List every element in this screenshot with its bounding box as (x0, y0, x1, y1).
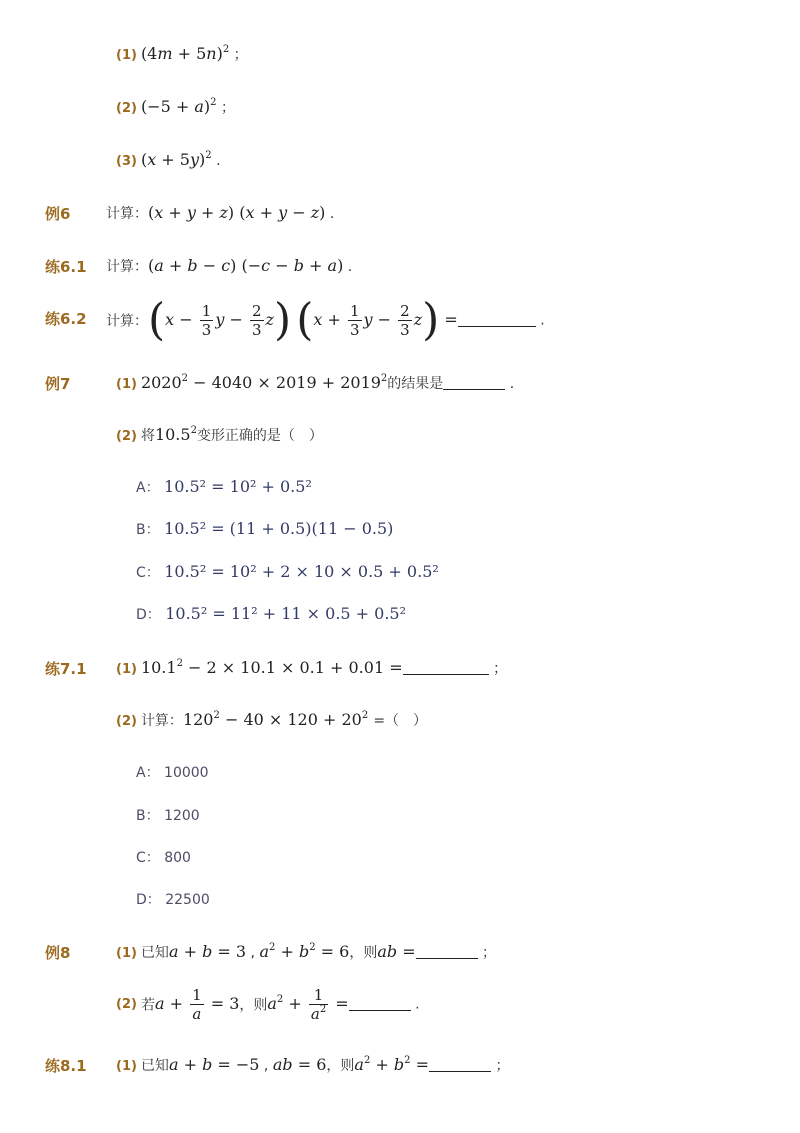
word-paren: =（ ） (373, 713, 428, 729)
item-number: (2) (116, 429, 137, 444)
problem-text: (1) $10.1^2 - 2 \times 10.1 \times 0.1 + 0.01$ = ； (116, 658, 508, 677)
option-letter: A： (136, 765, 160, 781)
item-number: (1) (116, 377, 137, 392)
option-c[interactable] (136, 847, 191, 867)
problem-label: 练8.1 (45, 1057, 87, 1075)
option-expression: 10.5² = 10² + 2 × 10 × 0.5 + 0.5² (164, 562, 439, 581)
option-letter: C： (136, 565, 160, 581)
word-transform: 变形正确的是（ ） (196, 428, 323, 444)
math-expression: a + b = −5 (168, 1055, 260, 1074)
problem-text: (1) 已知a + b = −5 , ab = 6，则$a^2 + b^2$ = ； (116, 1055, 510, 1074)
problem-text: (1) 已知a + b = 3 , $a^2 + b^2 = 6$，则ab = ； (116, 942, 497, 961)
item-number: (2) (116, 997, 137, 1012)
option-expression: 10.5² = 10² + 0.5² (164, 477, 312, 496)
item-number: (1) (116, 48, 137, 63)
problem-label: 练6.2 (45, 310, 87, 328)
option-letter: D： (136, 892, 161, 908)
math-expression: 10.5$^2$ (154, 425, 197, 444)
answer-blank[interactable] (403, 674, 489, 675)
option-letter: B： (136, 808, 160, 824)
problem-text (116, 425, 323, 445)
math-expression: a + b = 3 (168, 942, 247, 961)
item-number: (1) (116, 1059, 137, 1074)
math-expression: $(4m + 5n)^2$ (140, 44, 230, 63)
problem-text (116, 710, 427, 730)
answer-blank[interactable] (443, 389, 505, 390)
math-expression: $a^2$ + $\frac{1}{a^2}$ = (267, 986, 349, 1023)
problem-text: (1) $2020^2 - 4040 \times 2019 + 2019^2$的结果是 . (116, 373, 515, 392)
option-c[interactable] (136, 562, 439, 582)
problem-text: (2) 若a + $\frac{1}{a}$ = 3，则$a^2$ + $\frac{1}{a^2}$ = . (116, 986, 420, 1023)
option-value: 10000 (164, 765, 209, 781)
option-value: 800 (164, 850, 191, 866)
math-expression: $120^2 - 40 \times 120 + 20^2$ (182, 710, 369, 729)
word-jiang: 将 (140, 428, 155, 444)
word-ze: ，则 (239, 997, 268, 1014)
option-letter: A： (136, 480, 160, 496)
math-expression: ab = 6 (272, 1055, 327, 1074)
option-b[interactable] (136, 519, 393, 539)
word-calc: 计算： (106, 259, 148, 275)
word-result: 的结果是 (387, 376, 444, 392)
word-calc: 计算： (106, 206, 148, 222)
option-letter: C： (136, 850, 160, 866)
option-letter: B： (136, 522, 160, 538)
option-expression: 10.5² = 11² + 11 × 0.5 + 0.5² (165, 604, 407, 623)
math-expression: (x + y + z) (x + y − z) (148, 203, 326, 222)
math-expression: a + $\frac{1}{a}$ = 3 (154, 986, 240, 1023)
option-d[interactable] (136, 604, 406, 624)
answer-blank[interactable] (429, 1071, 491, 1072)
math-expression: (x − $\frac{1}{3}$ y − $\frac{2}{3}$ z) (x + $\frac{1}{3}$ y − $\frac{2}{3}$ z) = (148, 294, 458, 345)
word-ze: ，则 (349, 945, 378, 961)
option-a[interactable] (136, 477, 312, 497)
problem-label: 练6.1 (45, 258, 87, 276)
math-expression: $10.1^2 - 2 \times 10.1 \times 0.1 + 0.01$ = (140, 658, 403, 677)
option-letter: D： (136, 607, 161, 623)
option-value: 1200 (164, 808, 200, 824)
item-2: (2) $(-5 + a)^2$ ； (116, 97, 235, 116)
word-calc: 计算： (140, 713, 183, 729)
word-known: 已知 (140, 945, 169, 961)
item-number: (2) (116, 714, 137, 729)
problem-label: 例7 (45, 375, 71, 393)
word-calc: 计算： (106, 313, 148, 330)
item-1: (1) $(4m + 5n)^2$ ； (116, 44, 248, 63)
word-ruo: 若 (140, 997, 155, 1014)
math-expression: $a^2 + b^2$ = (354, 1055, 430, 1074)
option-d[interactable] (136, 889, 210, 909)
item-number: (1) (116, 662, 137, 677)
option-a[interactable] (136, 762, 209, 782)
item-number: (2) (116, 101, 137, 116)
math-expression: (a + b − c) (−c − b + a) (148, 256, 344, 275)
option-value: 22500 (165, 892, 210, 908)
item-number: (3) (116, 154, 137, 169)
problem-text: 计算：(x + y + z) (x + y − z) . (106, 203, 335, 222)
problem-label: 练7.1 (45, 660, 87, 678)
math-expression: $(x + 5y)^2$ (140, 150, 212, 169)
math-expression: ab = (377, 942, 416, 961)
math-expression: $2020^2 - 4040 \times 2019 + 2019^2$ (140, 373, 388, 392)
math-expression: $(-5 + a)^2$ (140, 97, 217, 116)
math-expression: $a^2 + b^2 = 6$ (259, 942, 350, 961)
word-ze: ，则 (326, 1058, 355, 1074)
option-expression: 10.5² = (11 + 0.5)(11 − 0.5) (164, 519, 394, 538)
answer-blank[interactable] (458, 326, 536, 327)
problem-label: 例6 (45, 205, 71, 223)
problem-text: 计算：(x − $\frac{1}{3}$ y − $\frac{2}{3}$ z) (x + $\frac{1}{3}$ y − $\frac{2}{3}$ z) = . (106, 294, 545, 345)
problem-text: 计算：(a + b − c) (−c − b + a) . (106, 256, 353, 275)
answer-blank[interactable] (416, 958, 478, 959)
option-b[interactable] (136, 805, 200, 825)
word-known: 已知 (140, 1058, 169, 1074)
problem-label: 例8 (45, 944, 71, 962)
item-number: (1) (116, 946, 137, 961)
answer-blank[interactable] (349, 1010, 411, 1011)
item-3: (3) $(x + 5y)^2$ . (116, 150, 221, 169)
